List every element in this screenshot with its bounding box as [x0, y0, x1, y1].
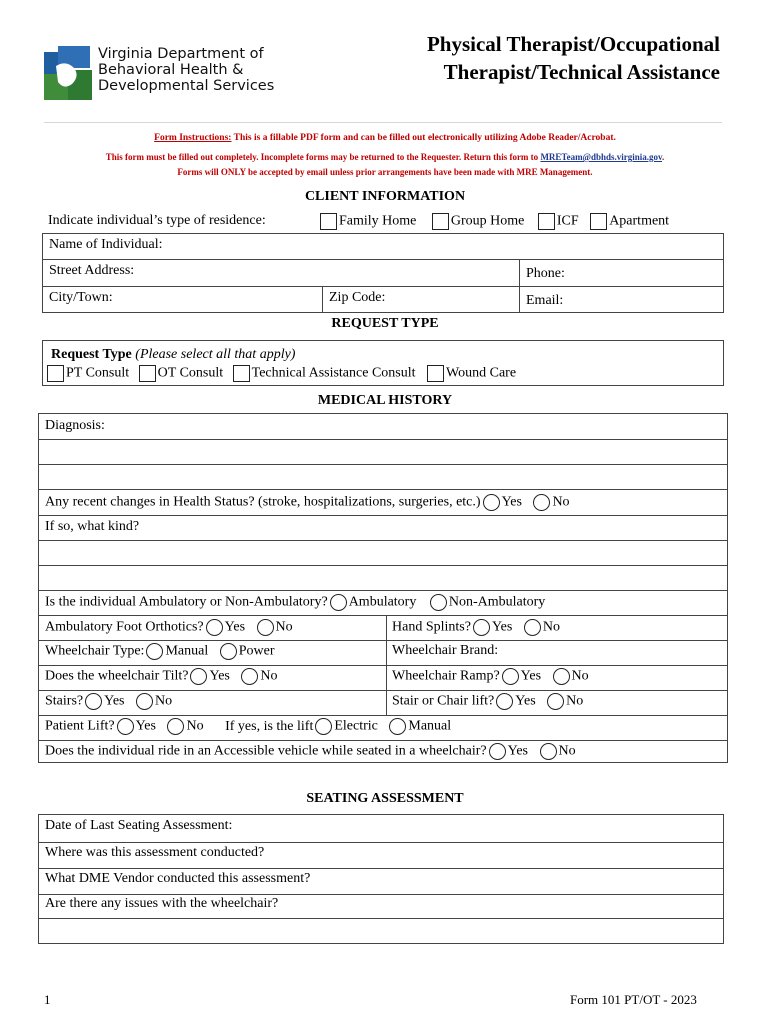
- tilt-row: [45, 668, 277, 685]
- yes-label: Yes: [501, 494, 522, 510]
- vehicle-row: [45, 743, 576, 760]
- request-type-box: [42, 340, 724, 386]
- dbhds-logo-icon: [44, 46, 94, 102]
- hand-splints-question: Hand Splints?: [392, 619, 471, 635]
- client-info-heading: CLIENT INFORMATION: [304, 189, 466, 204]
- ramp-row: [392, 668, 589, 685]
- wheelchair-type-question: Wheelchair Type:: [45, 643, 145, 659]
- title-line-1: Physical Therapist/Occupational: [426, 32, 720, 56]
- city-field[interactable]: City/Town:: [49, 290, 113, 305]
- power-label: Power: [238, 643, 275, 659]
- no-label: No: [275, 619, 293, 635]
- no-label: No: [186, 718, 204, 734]
- dme-vendor-field[interactable]: What DME Vendor conducted this assessment?: [45, 871, 311, 886]
- yes-label: Yes: [135, 718, 156, 734]
- icf-checkbox[interactable]: [538, 213, 555, 230]
- no-label: No: [566, 693, 584, 709]
- street-field[interactable]: Street Address:: [49, 263, 135, 278]
- health-change-no-radio[interactable]: [533, 494, 550, 511]
- manual-label: Manual: [165, 643, 209, 659]
- foot-orthotics-yes-radio[interactable]: [206, 619, 223, 636]
- ambulatory-radio[interactable]: [330, 594, 347, 611]
- medical-history-table: [38, 413, 728, 763]
- electric-radio[interactable]: [315, 718, 332, 735]
- request-type-label: Request Type: [51, 347, 132, 362]
- manual-lift-label: Manual: [408, 718, 452, 734]
- hand-splints-yes-radio[interactable]: [473, 619, 490, 636]
- foot-orthotics-no-radio[interactable]: [257, 619, 274, 636]
- foot-orthotics-question: Ambulatory Foot Orthotics?: [45, 619, 204, 635]
- stairs-question: Stairs?: [45, 693, 84, 709]
- yes-label: Yes: [515, 693, 536, 709]
- form-number: Form 101 PT/OT - 2023: [570, 992, 697, 1007]
- vehicle-no-radio[interactable]: [540, 743, 557, 760]
- non-ambulatory-radio[interactable]: [430, 594, 447, 611]
- instructions-line-1: [0, 133, 770, 143]
- request-type-label-row: [51, 347, 295, 363]
- wheelchair-type-row: [45, 643, 274, 660]
- non-ambulatory-label: Non-Ambulatory: [448, 594, 546, 610]
- wound-care-label: Wound Care: [446, 365, 517, 381]
- ot-consult-label: OT Consult: [157, 365, 224, 381]
- yes-label: Yes: [507, 743, 528, 759]
- manual-lift-radio[interactable]: [389, 718, 406, 735]
- instructions-label: Form Instructions:: [154, 133, 232, 143]
- residence-options: [320, 213, 669, 230]
- pt-consult-label: PT Consult: [66, 365, 130, 381]
- health-change-question: Any recent changes in Health Status? (stroke, hospitalizations, surgeries, etc.): [45, 494, 481, 510]
- yes-label: Yes: [520, 668, 542, 684]
- instructions-line-2: [0, 152, 770, 162]
- header-divider: [44, 122, 722, 123]
- no-label: No: [154, 693, 173, 709]
- stairs-no-radio[interactable]: [136, 693, 153, 710]
- health-change-yes-radio[interactable]: [483, 494, 500, 511]
- diagnosis-field[interactable]: Diagnosis:: [45, 418, 105, 433]
- ambulatory-label: Ambulatory: [348, 594, 417, 610]
- stair-lift-no-radio[interactable]: [547, 693, 564, 710]
- no-label: No: [542, 619, 560, 635]
- mre-email-link[interactable]: MRETeam@dbhds.virginia.gov: [540, 152, 663, 162]
- yes-label: Yes: [224, 619, 246, 635]
- stair-lift-yes-radio[interactable]: [496, 693, 513, 710]
- pt-consult-checkbox[interactable]: [47, 365, 64, 382]
- residence-row: [48, 213, 266, 229]
- stair-lift-question: Stair or Chair lift?: [392, 693, 495, 709]
- yes-label: Yes: [209, 668, 230, 684]
- logo-text: [98, 46, 274, 94]
- wheelchair-issues-field[interactable]: Are there any issues with the wheelchair?: [45, 896, 279, 911]
- power-radio[interactable]: [220, 643, 237, 660]
- name-field[interactable]: Name of Individual:: [49, 237, 163, 252]
- seating-assessment-table: [38, 814, 724, 944]
- family-home-label: Family Home: [339, 213, 417, 229]
- vehicle-question: Does the individual ride in an Accessible vehicle while seated in a wheelchair?: [45, 743, 487, 759]
- form-title: [380, 30, 720, 86]
- tech-assist-label: Technical Assistance Consult: [251, 365, 416, 381]
- foot-orthotics-row: [45, 619, 293, 636]
- ramp-no-radio[interactable]: [553, 668, 570, 685]
- tilt-no-radio[interactable]: [241, 668, 258, 685]
- yes-label: Yes: [491, 619, 513, 635]
- patient-lift-no-radio[interactable]: [167, 718, 184, 735]
- no-label: No: [260, 668, 278, 684]
- stairs-yes-radio[interactable]: [85, 693, 102, 710]
- request-type-hint: (Please select all that apply): [131, 347, 296, 362]
- patient-lift-question: Patient Lift?: [45, 718, 115, 734]
- logo-line-1: Virginia Department of: [98, 46, 264, 62]
- family-home-checkbox[interactable]: [320, 213, 337, 230]
- last-assessment-date-field[interactable]: Date of Last Seating Assessment:: [45, 818, 233, 833]
- dbhds-logo: [44, 44, 294, 104]
- email-field[interactable]: Email:: [526, 293, 564, 308]
- stair-lift-row: [392, 693, 583, 710]
- residence-label: Indicate individual’s type of residence:: [48, 213, 266, 228]
- medical-history-heading: MEDICAL HISTORY: [317, 393, 453, 408]
- tech-assist-checkbox[interactable]: [233, 365, 250, 382]
- apartment-label: Apartment: [609, 213, 670, 229]
- no-label: No: [571, 668, 589, 684]
- stairs-row: [45, 693, 172, 710]
- if-so-field[interactable]: If so, what kind?: [45, 519, 140, 534]
- no-label: No: [558, 743, 576, 759]
- wound-care-checkbox[interactable]: [427, 365, 444, 382]
- logo-line-3: Developmental Services: [98, 78, 275, 94]
- lift-type-question: If yes, is the lift: [225, 718, 314, 734]
- request-type-options: [47, 365, 516, 382]
- yes-label: Yes: [104, 693, 125, 709]
- page-number: 1: [44, 992, 51, 1007]
- ambulatory-question: Is the individual Ambulatory or Non-Ambulatory?: [45, 594, 328, 610]
- tilt-question: Does the wheelchair Tilt?: [45, 668, 189, 684]
- wheelchair-brand-field[interactable]: Wheelchair Brand:: [392, 643, 499, 658]
- instructions-text-1: This is a fillable PDF form and can be filled out electronically utilizing Adobe Reader/Acrobat.: [231, 133, 616, 143]
- ot-consult-checkbox[interactable]: [139, 365, 156, 382]
- title-line-2: Therapist/Technical Assistance: [443, 60, 720, 84]
- icf-label: ICF: [556, 213, 579, 229]
- ramp-question: Wheelchair Ramp?: [392, 668, 500, 684]
- seating-assessment-heading: SEATING ASSESSMENT: [306, 791, 464, 806]
- assessment-location-field[interactable]: Where was this assessment conducted?: [45, 845, 265, 860]
- vehicle-yes-radio[interactable]: [489, 743, 506, 760]
- logo-line-2: Behavioral Health &: [98, 62, 244, 78]
- ambulatory-row: [45, 594, 545, 611]
- ramp-yes-radio[interactable]: [502, 668, 519, 685]
- request-type-heading: REQUEST TYPE: [331, 316, 439, 331]
- zip-field[interactable]: Zip Code:: [329, 290, 386, 305]
- patient-lift-row: [45, 718, 451, 735]
- instructions-line-3: Forms will ONLY be accepted by email unless prior arrangements have been made with MRE Management.: [177, 167, 593, 177]
- apartment-checkbox[interactable]: [590, 213, 607, 230]
- instructions-text-2b: .: [662, 152, 665, 162]
- group-home-label: Group Home: [450, 213, 525, 229]
- hand-splints-row: [392, 619, 560, 636]
- electric-label: Electric: [334, 718, 378, 734]
- hand-splints-no-radio[interactable]: [524, 619, 541, 636]
- group-home-checkbox[interactable]: [432, 213, 449, 230]
- manual-radio[interactable]: [146, 643, 163, 660]
- patient-lift-yes-radio[interactable]: [117, 718, 134, 735]
- tilt-yes-radio[interactable]: [190, 668, 207, 685]
- instructions-text-2: This form must be filled out completely. Incomplete forms may be returned to the Requester. Return this form to: [105, 152, 541, 162]
- client-info-table: [42, 233, 724, 313]
- phone-field[interactable]: Phone:: [526, 266, 565, 281]
- no-label: No: [552, 494, 570, 510]
- health-change-row: [45, 494, 570, 511]
